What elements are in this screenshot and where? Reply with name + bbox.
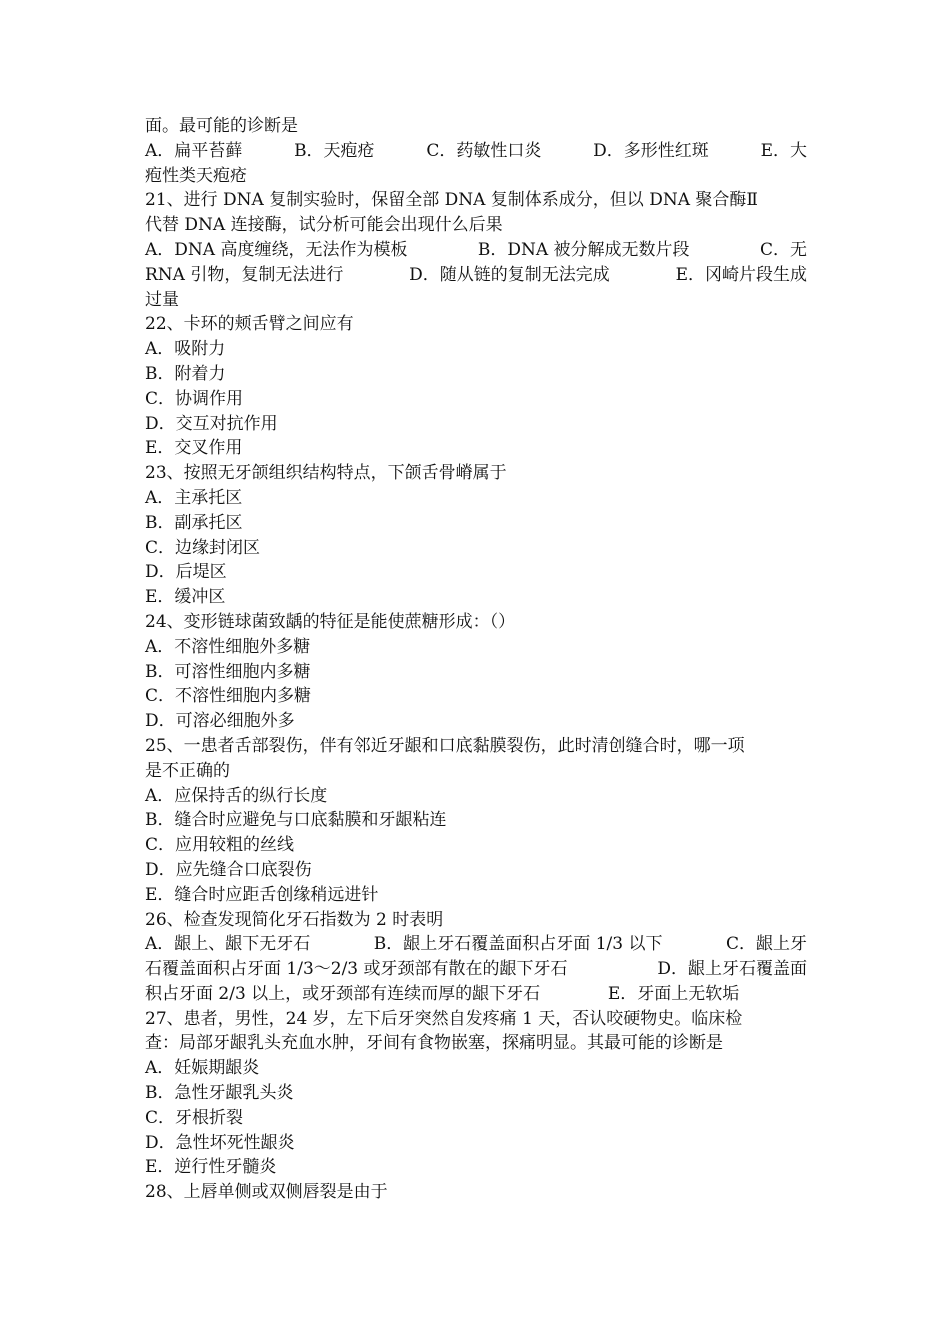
text-line-justified <box>145 263 807 288</box>
text-line: 21、进行 DNA 复制实验时，保留全部 DNA 复制体系成分，但以 DNA 聚合酶Ⅱ <box>145 190 758 211</box>
text-segment: C．药敏性口炎 <box>426 140 542 161</box>
text-line: C．协调作用 <box>145 388 244 409</box>
text-line: A．主承托区 <box>145 487 243 508</box>
text-line: 疱性类天疱疮 <box>145 165 247 186</box>
text-segment: A．龈上、龈下无牙石 <box>145 934 311 955</box>
text-line: C．牙根折裂 <box>145 1107 244 1128</box>
text-line: C．应用较粗的丝线 <box>145 835 295 856</box>
text-line: D．交互对抗作用 <box>145 413 278 434</box>
text-line: D．后堤区 <box>145 562 227 583</box>
text-line: D．可溶必细胞外多 <box>145 711 295 732</box>
text-segment: RNA 引物，复制无法进行 <box>145 264 344 285</box>
text-line: 代替 DNA 连接酶，试分析可能会出现什么后果 <box>145 215 503 236</box>
text-line: E．逆行性牙髓炎 <box>145 1157 277 1178</box>
text-segment: B．龈上牙石覆盖面积占牙面 1/3 以下 <box>373 934 663 955</box>
text-line: B．缝合时应避免与口底黏膜和牙龈粘连 <box>145 810 447 831</box>
text-line-justified <box>145 238 807 263</box>
text-line: C．不溶性细胞内多糖 <box>145 686 312 707</box>
text-segment: C．无 <box>759 239 807 260</box>
text-line: 26、检查发现简化牙石指数为 2 时表明 <box>145 909 444 930</box>
text-segment: D．龈上牙石覆盖面 <box>657 959 807 980</box>
text-line: 24、变形链球菌致龋的特征是能使蔗糖形成：（） <box>145 611 516 632</box>
text-segment: A．DNA 高度缠绕，无法作为模板 <box>145 239 408 260</box>
text-segment: D．随从链的复制无法完成 <box>409 264 610 285</box>
text-line: E．交叉作用 <box>145 438 243 459</box>
text-line: 22、卡环的颊舌臂之间应有 <box>145 314 354 335</box>
text-segment: A．扁平苔藓 <box>145 140 243 161</box>
text-line-justified <box>145 982 807 1007</box>
text-line: 25、一患者舌部裂伤，伴有邻近牙龈和口底黏膜裂伤，此时清创缝合时，哪一项 <box>145 735 745 756</box>
text-segment: 积占牙面 2/3 以上，或牙颈部有连续而厚的龈下牙石 <box>145 983 541 1004</box>
text-line: 查：局部牙龈乳头充血水肿，牙间有食物嵌塞，探痛明显。其最可能的诊断是 <box>145 1033 723 1054</box>
text-line: B．可溶性细胞内多糖 <box>145 661 311 682</box>
text-line: E．缝合时应距舌创缘稍远进针 <box>145 884 379 905</box>
text-line: D．应先缝合口底裂伤 <box>145 859 312 880</box>
text-segment: D．多形性红斑 <box>593 140 709 161</box>
text-line: A．不溶性细胞外多糖 <box>145 636 311 657</box>
text-line: 面。最可能的诊断是 <box>145 116 298 136</box>
document-body <box>145 114 807 1205</box>
text-line: 23、按照无牙颌组织结构特点，下颌舌骨嵴属于 <box>145 463 507 484</box>
text-line-justified <box>145 139 807 164</box>
text-line: 27、患者，男性，24 岁，左下后牙突然自发疼痛 1 天，否认咬硬物史。临床检 <box>145 1008 743 1029</box>
text-line: A．应保持舌的纵行长度 <box>145 785 328 806</box>
text-line: A．吸附力 <box>145 339 226 360</box>
text-line-justified <box>145 957 807 982</box>
text-line: 过量 <box>145 289 179 310</box>
text-segment: 石覆盖面积占牙面 1/3～2/3 或牙颈部有散在的龈下牙石 <box>145 959 568 980</box>
text-segment: E．冈崎片段生成 <box>675 264 807 285</box>
text-segment: E．大 <box>760 140 807 161</box>
text-line: E．缓冲区 <box>145 587 226 608</box>
text-line: D．急性坏死性龈炎 <box>145 1132 295 1153</box>
text-line-justified <box>145 932 807 957</box>
text-line: A．妊娠期龈炎 <box>145 1058 260 1079</box>
text-line: C．边缘封闭区 <box>145 537 261 558</box>
text-line: B．急性牙龈乳头炎 <box>145 1083 294 1104</box>
text-line: B．副承托区 <box>145 512 243 533</box>
text-line: 28、上唇单侧或双侧唇裂是由于 <box>145 1182 388 1203</box>
text-segment: B．DNA 被分解成无数片段 <box>477 239 690 260</box>
text-segment: E．牙面上无软垢 <box>607 983 740 1004</box>
text-line: B．附着力 <box>145 363 226 384</box>
text-segment: B．天疱疮 <box>294 140 375 161</box>
text-segment: C．龈上牙 <box>725 934 807 955</box>
text-line: 是不正确的 <box>145 760 230 781</box>
